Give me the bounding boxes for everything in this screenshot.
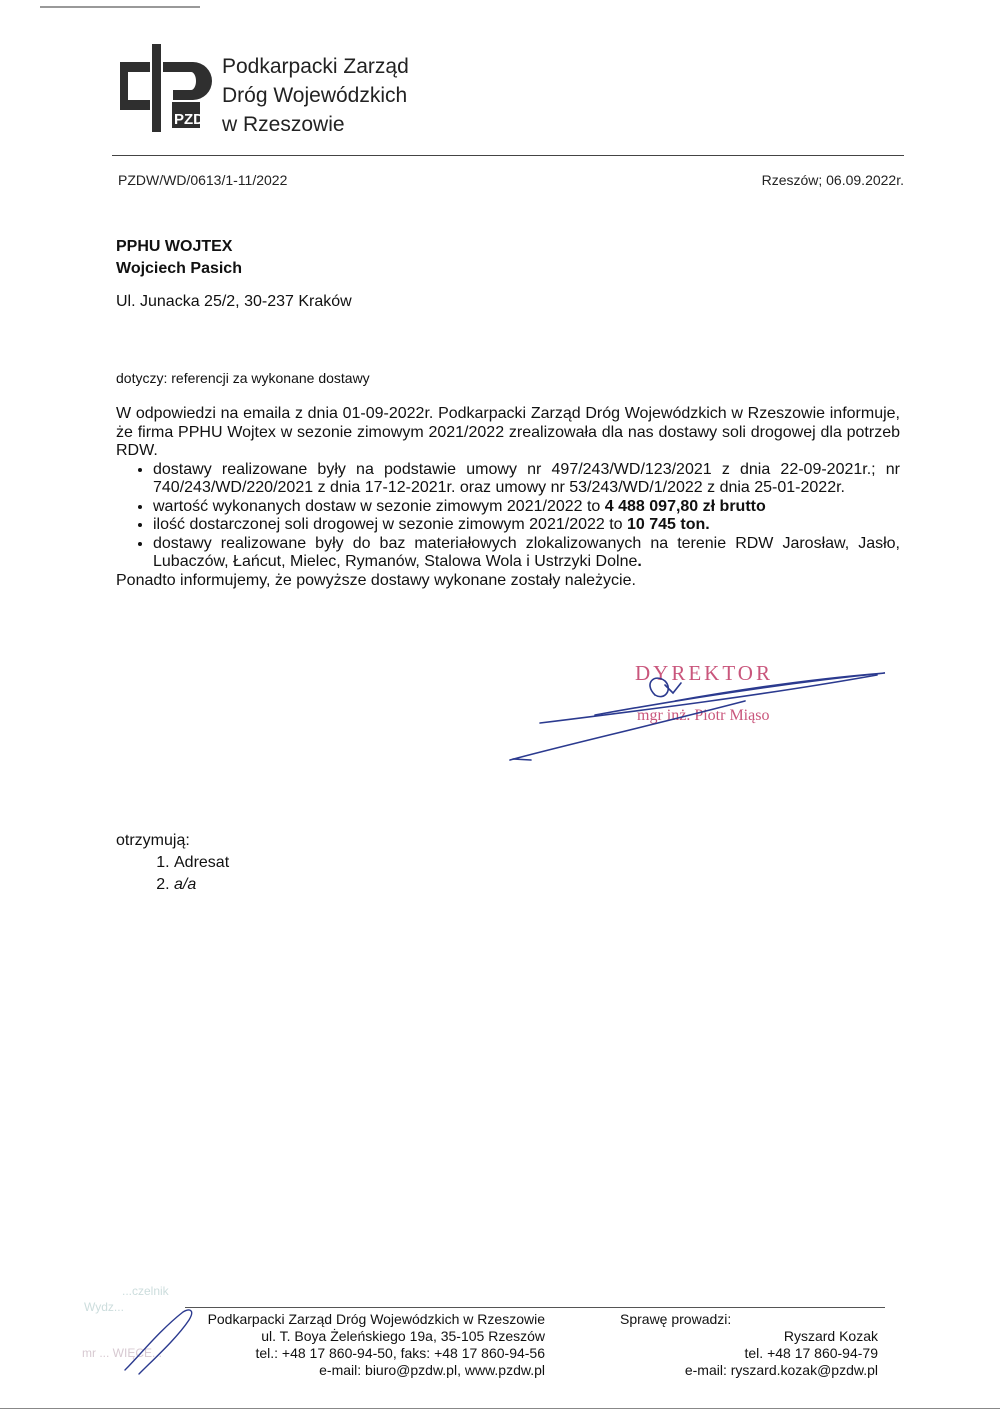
footer-line: tel.: +48 17 860-94-50, faks: +48 17 860-94-56: [255, 1345, 545, 1361]
receiver-aa: a/a: [174, 876, 197, 893]
logo-text: PZDW: [174, 111, 219, 128]
header-divider: [112, 155, 904, 156]
receivers-list: [116, 852, 229, 896]
reference-number: PZDW/WD/0613/1-11/2022: [118, 172, 288, 188]
handler-label: Sprawę prowadzi:: [620, 1311, 732, 1327]
faint-stamp-line: mr ... WIĘCE...: [82, 1346, 162, 1360]
pzdw-logo-icon: [112, 40, 219, 140]
org-line: Dróg Wojewódzkich: [222, 84, 408, 107]
recipient-address: Ul. Junacka 25/2, 30-237 Kraków: [116, 293, 352, 310]
receivers-block: [116, 830, 229, 896]
subject-line: dotyczy: referencji za wykonane dostawy: [116, 370, 370, 386]
scan-artifact: [40, 6, 200, 8]
stamp-title: DYREKTOR: [635, 661, 773, 685]
value-text: wartość wykonanych dostaw w sezonie zimowym 2021/2022 to: [153, 497, 605, 515]
handler-email: e-mail: ryszard.kozak@pzdw.pl: [684, 1362, 878, 1378]
list-item: [174, 874, 229, 896]
list-item: [153, 516, 900, 535]
list-item: [153, 535, 900, 572]
recipient-company: PPHU WOJTEX: [116, 238, 233, 255]
organization-name: [222, 52, 409, 139]
handler-phone: tel. +48 17 860-94-79: [744, 1345, 878, 1361]
footer-line: e-mail: biuro@pzdw.pl, www.pzdw.pl: [319, 1362, 545, 1378]
intro-paragraph: W odpowiedzi na emaila z dnia 01-09-2022r. Podkarpacki Zarząd Dróg Wojewódzkich w Rzeszowie informuje, że firma PPHU Wojtex w sezonie zimowym 2021/2022 zrealizowała dla nas dostawy soli drogowej dla potrzeb RDW.: [116, 405, 900, 459]
org-line: w Rzeszowie: [222, 113, 345, 136]
quantity-amount: 10 745 ton.: [627, 516, 710, 533]
faint-line: ...czelnik: [122, 1284, 169, 1298]
list-item: 1. Adresat: [174, 852, 229, 874]
locations-text: dostawy realizowane były do baz materiałowych zlokalizowanych na terenie RDW Jarosław, Jasło, Lubaczów, Łańcut, Mielec, Rymanów, Stalowa Wola i Ustrzyki Dolne: [153, 534, 900, 570]
footer-contact: [185, 1311, 545, 1379]
letter-body: [116, 405, 900, 590]
scan-edge: [0, 1408, 1000, 1409]
footer-line: ul. T. Boya Żeleńskiego 19a, 35-105 Rzeszów: [261, 1328, 545, 1344]
handwritten-signature: [505, 655, 895, 770]
signature-stamp: [505, 655, 895, 770]
faint-line: Wydz...: [84, 1300, 124, 1314]
stamp-name: mgr inż. Piotr Miąso: [637, 707, 770, 724]
details-list: [116, 461, 900, 572]
list-item: [153, 498, 900, 517]
closing-paragraph: Ponadto informujemy, że powyższe dostawy wykonane zostały należycie.: [116, 571, 636, 589]
list-item: [153, 461, 900, 498]
quantity-text: ilość dostarczonej soli drogowej w sezonie zimowym 2021/2022 to: [153, 516, 628, 533]
footer-divider: [185, 1307, 885, 1308]
recipient-block: [116, 236, 242, 280]
place-date: Rzeszów; 06.09.2022r.: [761, 172, 904, 188]
contracts-text: dostawy realizowane były na podstawie umowy nr 497/243/WD/123/2021 z dnia 22-09-2021r.; nr 740/243/WD/220/2021 z dnia 17-12-2021r. oraz umowy nr 53/243/WD/1/2022 z dnia 25-01-2022r.: [153, 460, 900, 496]
footer-case-handler: [620, 1311, 878, 1379]
value-amount: 4 488 097,80 zł brutto: [604, 497, 766, 515]
handler-name: Ryszard Kozak: [783, 1328, 878, 1344]
recipient-person: Wojciech Pasich: [116, 260, 242, 277]
footer-line: Podkarpacki Zarząd Dróg Wojewódzkich w Rzeszowie: [207, 1311, 545, 1327]
locations-end: .: [637, 553, 642, 570]
receivers-label: otrzymują:: [116, 832, 190, 849]
org-line: Podkarpacki Zarząd: [222, 55, 409, 78]
